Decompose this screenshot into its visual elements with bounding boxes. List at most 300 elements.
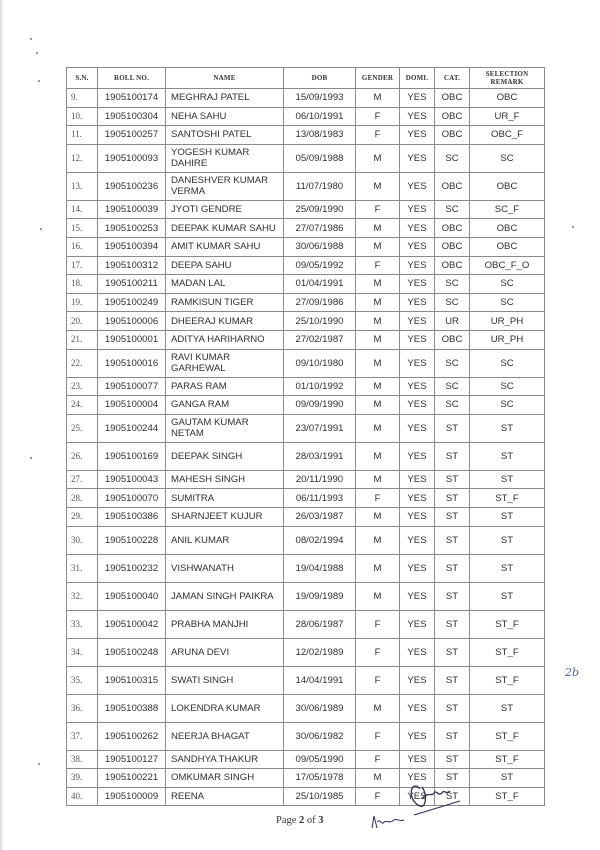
cell-category: SC: [435, 349, 470, 377]
cell-domicile: YES: [400, 219, 435, 238]
cell-selection-remark: SC: [470, 293, 545, 312]
table-row: [67, 275, 545, 294]
header-remark-line1: SELECTION: [485, 70, 529, 78]
cell-sn: 14.: [67, 200, 98, 219]
cell-name: DHEERAJ KUMAR: [166, 312, 284, 331]
cell-sn: 35.: [67, 666, 98, 694]
cell-domicile: YES: [400, 666, 435, 694]
cell-roll-no: 1905100304: [98, 107, 166, 126]
cell-name: RAMKISUN TIGER: [166, 293, 284, 312]
cell-name: MADAN LAL: [166, 275, 284, 294]
cell-selection-remark: SC_F: [470, 200, 545, 219]
cell-name: ARUNA DEVI: [166, 638, 284, 666]
cell-roll-no: 1905100244: [98, 414, 166, 442]
cell-selection-remark: ST_F: [470, 722, 545, 750]
cell-name: MAHESH SINGH: [166, 470, 284, 489]
table-row: [67, 526, 545, 554]
cell-dob: 19/04/1988: [284, 554, 356, 582]
cell-dob: 12/02/1989: [284, 638, 356, 666]
cell-dob: 06/11/1993: [284, 489, 356, 508]
cell-selection-remark: SC: [470, 349, 545, 377]
cell-gender: M: [356, 349, 400, 377]
cell-name: PARAS RAM: [166, 377, 284, 396]
cell-sn: 21.: [67, 330, 98, 349]
cell-roll-no: 1905100257: [98, 126, 166, 145]
cell-dob: 08/02/1994: [284, 526, 356, 554]
cell-selection-remark: UR_PH: [470, 330, 545, 349]
cell-selection-remark: UR_PH: [470, 312, 545, 331]
cell-gender: M: [356, 554, 400, 582]
cell-selection-remark: ST: [470, 582, 545, 610]
cell-domicile: YES: [400, 414, 435, 442]
cell-dob: 26/03/1987: [284, 507, 356, 526]
header-name: NAME: [166, 68, 284, 89]
page-number-footer: [276, 815, 324, 826]
cell-domicile: YES: [400, 442, 435, 470]
cell-gender: M: [356, 470, 400, 489]
cell-name: DEEPAK KUMAR SAHU: [166, 219, 284, 238]
cell-domicile: YES: [400, 582, 435, 610]
cell-category: OBC: [435, 256, 470, 275]
cell-roll-no: 1905100312: [98, 256, 166, 275]
cell-category: ST: [435, 722, 470, 750]
cell-selection-remark: OBC_F: [470, 126, 545, 145]
cell-name: SWATI SINGH: [166, 666, 284, 694]
cell-dob: 11/07/1980: [284, 172, 356, 200]
cell-category: UR: [435, 312, 470, 331]
scan-speck: [30, 38, 32, 40]
cell-roll-no: 1905100394: [98, 237, 166, 256]
cell-gender: M: [356, 769, 400, 788]
cell-category: ST: [435, 582, 470, 610]
cell-domicile: YES: [400, 638, 435, 666]
cell-sn: 12.: [67, 144, 98, 172]
cell-sn: 28.: [67, 489, 98, 508]
header-domicile: DOMI.: [400, 68, 435, 89]
cell-gender: M: [356, 396, 400, 415]
cell-sn: 22.: [67, 349, 98, 377]
cell-roll-no: 1905100249: [98, 293, 166, 312]
cell-roll-no: 1905100070: [98, 489, 166, 508]
cell-selection-remark: ST_F: [470, 666, 545, 694]
table-row: [67, 442, 545, 470]
cell-category: SC: [435, 275, 470, 294]
cell-dob: 01/10/1992: [284, 377, 356, 396]
cell-domicile: YES: [400, 330, 435, 349]
cell-gender: M: [356, 172, 400, 200]
cell-name: SHARNJEET KUJUR: [166, 507, 284, 526]
cell-gender: M: [356, 442, 400, 470]
cell-dob: 09/05/1990: [284, 750, 356, 769]
cell-name: NEHA SAHU: [166, 107, 284, 126]
cell-selection-remark: OBC: [470, 219, 545, 238]
cell-sn: 30.: [67, 526, 98, 554]
cell-domicile: YES: [400, 610, 435, 638]
cell-sn: 32.: [67, 582, 98, 610]
cell-roll-no: 1905100006: [98, 312, 166, 331]
cell-gender: M: [356, 237, 400, 256]
cell-gender: F: [356, 610, 400, 638]
cell-domicile: YES: [400, 126, 435, 145]
cell-gender: F: [356, 750, 400, 769]
cell-roll-no: 1905100232: [98, 554, 166, 582]
table-row: [67, 666, 545, 694]
cell-sn: 23.: [67, 377, 98, 396]
cell-category: SC: [435, 200, 470, 219]
cell-dob: 06/10/1991: [284, 107, 356, 126]
cell-dob: 05/09/1988: [284, 144, 356, 172]
cell-domicile: YES: [400, 769, 435, 788]
cell-gender: M: [356, 526, 400, 554]
cell-name: NEERJA BHAGAT: [166, 722, 284, 750]
table-row: [67, 172, 545, 200]
cell-dob: 28/03/1991: [284, 442, 356, 470]
cell-gender: F: [356, 126, 400, 145]
cell-category: ST: [435, 414, 470, 442]
cell-roll-no: 1905100042: [98, 610, 166, 638]
scan-speck: [36, 52, 38, 54]
cell-selection-remark: ST: [470, 526, 545, 554]
initials-signature-icon: [368, 812, 408, 834]
cell-selection-remark: ST: [470, 442, 545, 470]
cell-category: OBC: [435, 126, 470, 145]
cell-domicile: YES: [400, 377, 435, 396]
cell-sn: 9.: [67, 89, 98, 108]
table-row: [67, 89, 545, 108]
cell-domicile: YES: [400, 470, 435, 489]
table-row: [67, 610, 545, 638]
cell-domicile: YES: [400, 694, 435, 722]
cell-gender: F: [356, 787, 400, 806]
cell-roll-no: 1905100016: [98, 349, 166, 377]
table-row: [67, 722, 545, 750]
cell-dob: 09/05/1992: [284, 256, 356, 275]
cell-domicile: YES: [400, 107, 435, 126]
cell-category: ST: [435, 526, 470, 554]
cell-sn: 25.: [67, 414, 98, 442]
cell-domicile: YES: [400, 237, 435, 256]
table-row: [67, 200, 545, 219]
cell-name: YOGESH KUMAR DAHIRE: [166, 144, 284, 172]
cell-gender: F: [356, 722, 400, 750]
cell-sn: 29.: [67, 507, 98, 526]
cell-roll-no: 1905100262: [98, 722, 166, 750]
table-row: [67, 256, 545, 275]
table-row: [67, 377, 545, 396]
header-remark-line2: REMARK: [490, 78, 524, 86]
cell-domicile: YES: [400, 787, 435, 806]
cell-category: SC: [435, 293, 470, 312]
page-of: of: [306, 815, 316, 826]
cell-domicile: YES: [400, 172, 435, 200]
cell-sn: 20.: [67, 312, 98, 331]
cell-roll-no: 1905100386: [98, 507, 166, 526]
cell-domicile: YES: [400, 526, 435, 554]
cell-sn: 31.: [67, 554, 98, 582]
header-gender: GENDER: [356, 68, 400, 89]
cell-selection-remark: SC: [470, 275, 545, 294]
cell-selection-remark: OBC_F_O: [470, 256, 545, 275]
cell-category: SC: [435, 144, 470, 172]
cell-dob: 30/06/1988: [284, 237, 356, 256]
cell-dob: 27/09/1986: [284, 293, 356, 312]
cell-dob: 25/10/1985: [284, 787, 356, 806]
cell-dob: 30/06/1989: [284, 694, 356, 722]
cell-category: ST: [435, 470, 470, 489]
cell-gender: F: [356, 489, 400, 508]
cell-gender: M: [356, 582, 400, 610]
cell-roll-no: 1905100043: [98, 470, 166, 489]
cell-name: SANDHYA THAKUR: [166, 750, 284, 769]
cell-dob: 25/09/1990: [284, 200, 356, 219]
cell-name: MEGHRAJ PATEL: [166, 89, 284, 108]
cell-roll-no: 1905100248: [98, 638, 166, 666]
cell-dob: 27/07/1986: [284, 219, 356, 238]
cell-sn: 33.: [67, 610, 98, 638]
cell-category: ST: [435, 610, 470, 638]
cell-domicile: YES: [400, 144, 435, 172]
cell-sn: 11.: [67, 126, 98, 145]
cell-domicile: YES: [400, 507, 435, 526]
cell-domicile: YES: [400, 200, 435, 219]
cell-sn: 19.: [67, 293, 98, 312]
header-selection-remark: [470, 68, 545, 89]
cell-domicile: YES: [400, 256, 435, 275]
cell-dob: 30/06/1982: [284, 722, 356, 750]
cell-roll-no: 1905100253: [98, 219, 166, 238]
cell-sn: 34.: [67, 638, 98, 666]
cell-category: OBC: [435, 89, 470, 108]
table-row: [67, 638, 545, 666]
cell-dob: 01/04/1991: [284, 275, 356, 294]
cell-roll-no: 1905100221: [98, 769, 166, 788]
cell-selection-remark: ST_F: [470, 610, 545, 638]
cell-name: DEEPA SAHU: [166, 256, 284, 275]
table-row: [67, 554, 545, 582]
table-row: [67, 237, 545, 256]
scan-speck: [38, 763, 40, 765]
cell-sn: 38.: [67, 750, 98, 769]
cell-gender: M: [356, 89, 400, 108]
table-row: [67, 126, 545, 145]
scan-edge-shadow: [0, 0, 4, 850]
cell-roll-no: 1905100039: [98, 200, 166, 219]
cell-category: OBC: [435, 107, 470, 126]
cell-gender: M: [356, 144, 400, 172]
cell-domicile: YES: [400, 750, 435, 769]
signature-icon: [398, 775, 488, 820]
cell-sn: 27.: [67, 470, 98, 489]
cell-gender: M: [356, 275, 400, 294]
cell-category: ST: [435, 507, 470, 526]
cell-selection-remark: ST: [470, 694, 545, 722]
table-row: [67, 312, 545, 331]
cell-roll-no: 1905100174: [98, 89, 166, 108]
cell-dob: 20/11/1990: [284, 470, 356, 489]
cell-domicile: YES: [400, 293, 435, 312]
scan-speck: [30, 457, 32, 459]
cell-name: JAMAN SINGH PAIKRA: [166, 582, 284, 610]
cell-sn: 39.: [67, 769, 98, 788]
cell-category: OBC: [435, 237, 470, 256]
cell-category: ST: [435, 638, 470, 666]
cell-selection-remark: ST_F: [470, 750, 545, 769]
page-label: Page: [276, 815, 297, 826]
table-row: [67, 396, 545, 415]
cell-gender: F: [356, 256, 400, 275]
cell-dob: 17/05/1978: [284, 769, 356, 788]
cell-name: SANTOSHI PATEL: [166, 126, 284, 145]
cell-name: RAVI KUMAR GARHEWAL: [166, 349, 284, 377]
table-row: [67, 107, 545, 126]
cell-selection-remark: ST_F: [470, 489, 545, 508]
cell-roll-no: 1905100127: [98, 750, 166, 769]
cell-roll-no: 1905100388: [98, 694, 166, 722]
cell-domicile: YES: [400, 312, 435, 331]
table-row: [67, 349, 545, 377]
scan-speck: [38, 80, 40, 82]
cell-name: ADITYA HARIHARNO: [166, 330, 284, 349]
table-row: [67, 750, 545, 769]
cell-sn: 17.: [67, 256, 98, 275]
cell-domicile: YES: [400, 349, 435, 377]
cell-category: OBC: [435, 219, 470, 238]
table-row: [67, 489, 545, 508]
cell-domicile: YES: [400, 554, 435, 582]
cell-roll-no: 1905100211: [98, 275, 166, 294]
cell-category: ST: [435, 694, 470, 722]
cell-category: ST: [435, 489, 470, 508]
cell-selection-remark: ST: [470, 470, 545, 489]
cell-roll-no: 1905100009: [98, 787, 166, 806]
cell-dob: 25/10/1990: [284, 312, 356, 331]
cell-gender: M: [356, 414, 400, 442]
cell-domicile: YES: [400, 275, 435, 294]
cell-gender: F: [356, 107, 400, 126]
cell-category: ST: [435, 750, 470, 769]
table-row: [67, 507, 545, 526]
cell-selection-remark: ST: [470, 414, 545, 442]
cell-dob: 19/09/1989: [284, 582, 356, 610]
cell-selection-remark: OBC: [470, 89, 545, 108]
cell-category: OBC: [435, 172, 470, 200]
cell-category: ST: [435, 769, 470, 788]
cell-roll-no: 1905100001: [98, 330, 166, 349]
cell-sn: 18.: [67, 275, 98, 294]
cell-category: ST: [435, 666, 470, 694]
cell-selection-remark: ST: [470, 507, 545, 526]
cell-name: LOKENDRA KUMAR: [166, 694, 284, 722]
cell-roll-no: 1905100315: [98, 666, 166, 694]
cell-roll-no: 1905100169: [98, 442, 166, 470]
cell-domicile: YES: [400, 722, 435, 750]
cell-dob: 28/06/1987: [284, 610, 356, 638]
cell-gender: M: [356, 377, 400, 396]
cell-sn: 26.: [67, 442, 98, 470]
cell-selection-remark: ST_F: [470, 787, 545, 806]
cell-selection-remark: UR_F: [470, 107, 545, 126]
header-category: CAT.: [435, 68, 470, 89]
cell-sn: 10.: [67, 107, 98, 126]
cell-selection-remark: ST_F: [470, 638, 545, 666]
cell-domicile: YES: [400, 396, 435, 415]
cell-gender: M: [356, 330, 400, 349]
cell-sn: 40.: [67, 787, 98, 806]
table-row: [67, 144, 545, 172]
table-header-row: [67, 68, 545, 89]
cell-name: JYOTI GENDRE: [166, 200, 284, 219]
header-sn: S.N.: [67, 68, 98, 89]
cell-selection-remark: SC: [470, 144, 545, 172]
cell-gender: M: [356, 694, 400, 722]
table-row: [67, 470, 545, 489]
cell-selection-remark: ST: [470, 769, 545, 788]
header-dob: DOB: [284, 68, 356, 89]
cell-gender: F: [356, 200, 400, 219]
cell-name: GANGA RAM: [166, 396, 284, 415]
cell-dob: 27/02/1987: [284, 330, 356, 349]
cell-category: OBC: [435, 330, 470, 349]
cell-category: SC: [435, 396, 470, 415]
cell-selection-remark: OBC: [470, 172, 545, 200]
cell-selection-remark: SC: [470, 396, 545, 415]
cell-dob: 09/10/1980: [284, 349, 356, 377]
cell-roll-no: 1905100004: [98, 396, 166, 415]
cell-roll-no: 1905100228: [98, 526, 166, 554]
cell-gender: M: [356, 507, 400, 526]
cell-roll-no: 1905100236: [98, 172, 166, 200]
cell-category: ST: [435, 442, 470, 470]
cell-sn: 36.: [67, 694, 98, 722]
table-row: [67, 219, 545, 238]
margin-handwritten-note: 2b: [565, 666, 580, 679]
cell-roll-no: 1905100040: [98, 582, 166, 610]
cell-name: GAUTAM KUMAR NETAM: [166, 414, 284, 442]
table-row: [67, 293, 545, 312]
scan-speck: [572, 226, 574, 228]
table-row: [67, 330, 545, 349]
cell-selection-remark: SC: [470, 377, 545, 396]
selection-results-table: [66, 67, 545, 806]
page-current: 2: [299, 815, 305, 826]
page-total: 3: [318, 815, 324, 826]
cell-sn: 15.: [67, 219, 98, 238]
cell-domicile: YES: [400, 89, 435, 108]
cell-name: REENA: [166, 787, 284, 806]
table-row: [67, 694, 545, 722]
cell-sn: 13.: [67, 172, 98, 200]
cell-name: VISHWANATH: [166, 554, 284, 582]
cell-roll-no: 1905100093: [98, 144, 166, 172]
header-roll-no: ROLL NO.: [98, 68, 166, 89]
cell-category: SC: [435, 377, 470, 396]
cell-name: DEEPAK SINGH: [166, 442, 284, 470]
cell-gender: M: [356, 312, 400, 331]
cell-category: ST: [435, 787, 470, 806]
cell-dob: 13/08/1983: [284, 126, 356, 145]
table-row: [67, 582, 545, 610]
cell-name: DANESHVER KUMAR VERMA: [166, 172, 284, 200]
cell-dob: 15/09/1993: [284, 89, 356, 108]
cell-category: ST: [435, 554, 470, 582]
cell-dob: 23/07/1991: [284, 414, 356, 442]
cell-domicile: YES: [400, 489, 435, 508]
cell-roll-no: 1905100077: [98, 377, 166, 396]
cell-gender: F: [356, 638, 400, 666]
cell-name: AMIT KUMAR SAHU: [166, 237, 284, 256]
cell-name: PRABHA MANJHI: [166, 610, 284, 638]
cell-name: SUMITRA: [166, 489, 284, 508]
